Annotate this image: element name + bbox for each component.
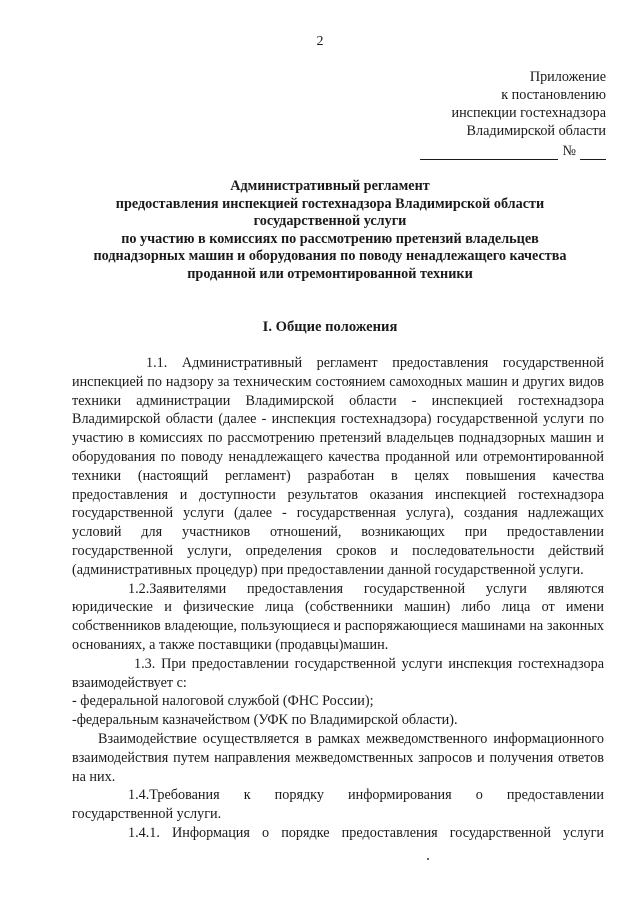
scan-speck xyxy=(427,858,429,860)
paragraph-1-4: 1.4.Требования к порядку информирования о предоставлении государственной услуги. xyxy=(72,787,604,823)
appendix-line: к постановлению xyxy=(501,87,606,103)
paragraph-1-4-1: 1.4.1. Информация о порядке предоставления государственной услуги xyxy=(128,824,604,841)
title-line: государственной услуги xyxy=(253,213,407,230)
appendix-line: Владимирской области xyxy=(466,123,606,139)
number-blank xyxy=(580,147,606,160)
date-blank xyxy=(420,147,558,160)
paragraph-1-3: 1.3. При предоставлении государственной услуги инспекция гостехнадзора взаимодействует с: xyxy=(72,655,604,691)
title-line: предоставления инспекцией гостехнадзора Владимирской области xyxy=(115,195,545,212)
title-line: Административный регламент xyxy=(230,178,430,194)
paragraph-fns: - федеральной налоговой службой (ФНС России); xyxy=(72,693,374,710)
title-line: поднадзорных машин и оборудования по поводу ненадлежащего качества xyxy=(93,248,567,265)
document-title xyxy=(60,178,600,284)
paragraph-1-2: 1.2.Заявителями предоставления государственной услуги являются юридические и физические лица (собственники машин) либо лица от имени собственников владеющие, пользующиеся и распоряжающиеся машинами на законных основаниях, а также поставщики (продавцы)машин. xyxy=(72,580,604,653)
paragraph-1-1: 1.1. Административный регламент предоставления государственной инспекцией по надзору за техническим состоянием самоходных машин и других видов техники администрации Владимирской области - инспекцией гостехнадзора Владимирской области (далее - инспекция гостехнадзора) государственной услуги по участию в комиссиях по рассмотрению претензий владельцев поднадзорных машин и оборудования по поводу ненадлежащего качества проданной или отремонтированной техники (настоящий регламент) разработан в целях повышения качества предоставления и доступности результатов оказания инспекцией гостехнадзора государственной услуги (далее - государственная услуга), создания надлежащих условий для участников отношений, возникающих при предоставлении государственной услуги, определения сроков и последовательности действий (административных процедур) при предоставлении данной государственной услуги. xyxy=(72,355,604,578)
page-number: 2 xyxy=(316,34,324,49)
section-heading: I. Общие положения xyxy=(262,319,398,335)
title-line: по участию в комиссиях по рассмотрению претензий владельцев xyxy=(121,230,539,247)
signature-number-line xyxy=(346,142,606,160)
appendix-line: инспекции гостехнадзора xyxy=(451,105,606,121)
appendix-line: Приложение xyxy=(529,69,606,85)
document-body xyxy=(72,354,604,843)
title-line: проданной или отремонтированной техники xyxy=(187,265,473,282)
appendix-block xyxy=(346,68,606,160)
paragraph-interaction: Взаимодействие осуществляется в рамках межведомственного информационного взаимодействия путем направления межведомственных запросов и получения ответов на них. xyxy=(72,730,604,785)
number-sign: № xyxy=(562,143,576,159)
paragraph-ufk: -федеральным казначейством (УФК по Владимирской области). xyxy=(72,712,458,729)
